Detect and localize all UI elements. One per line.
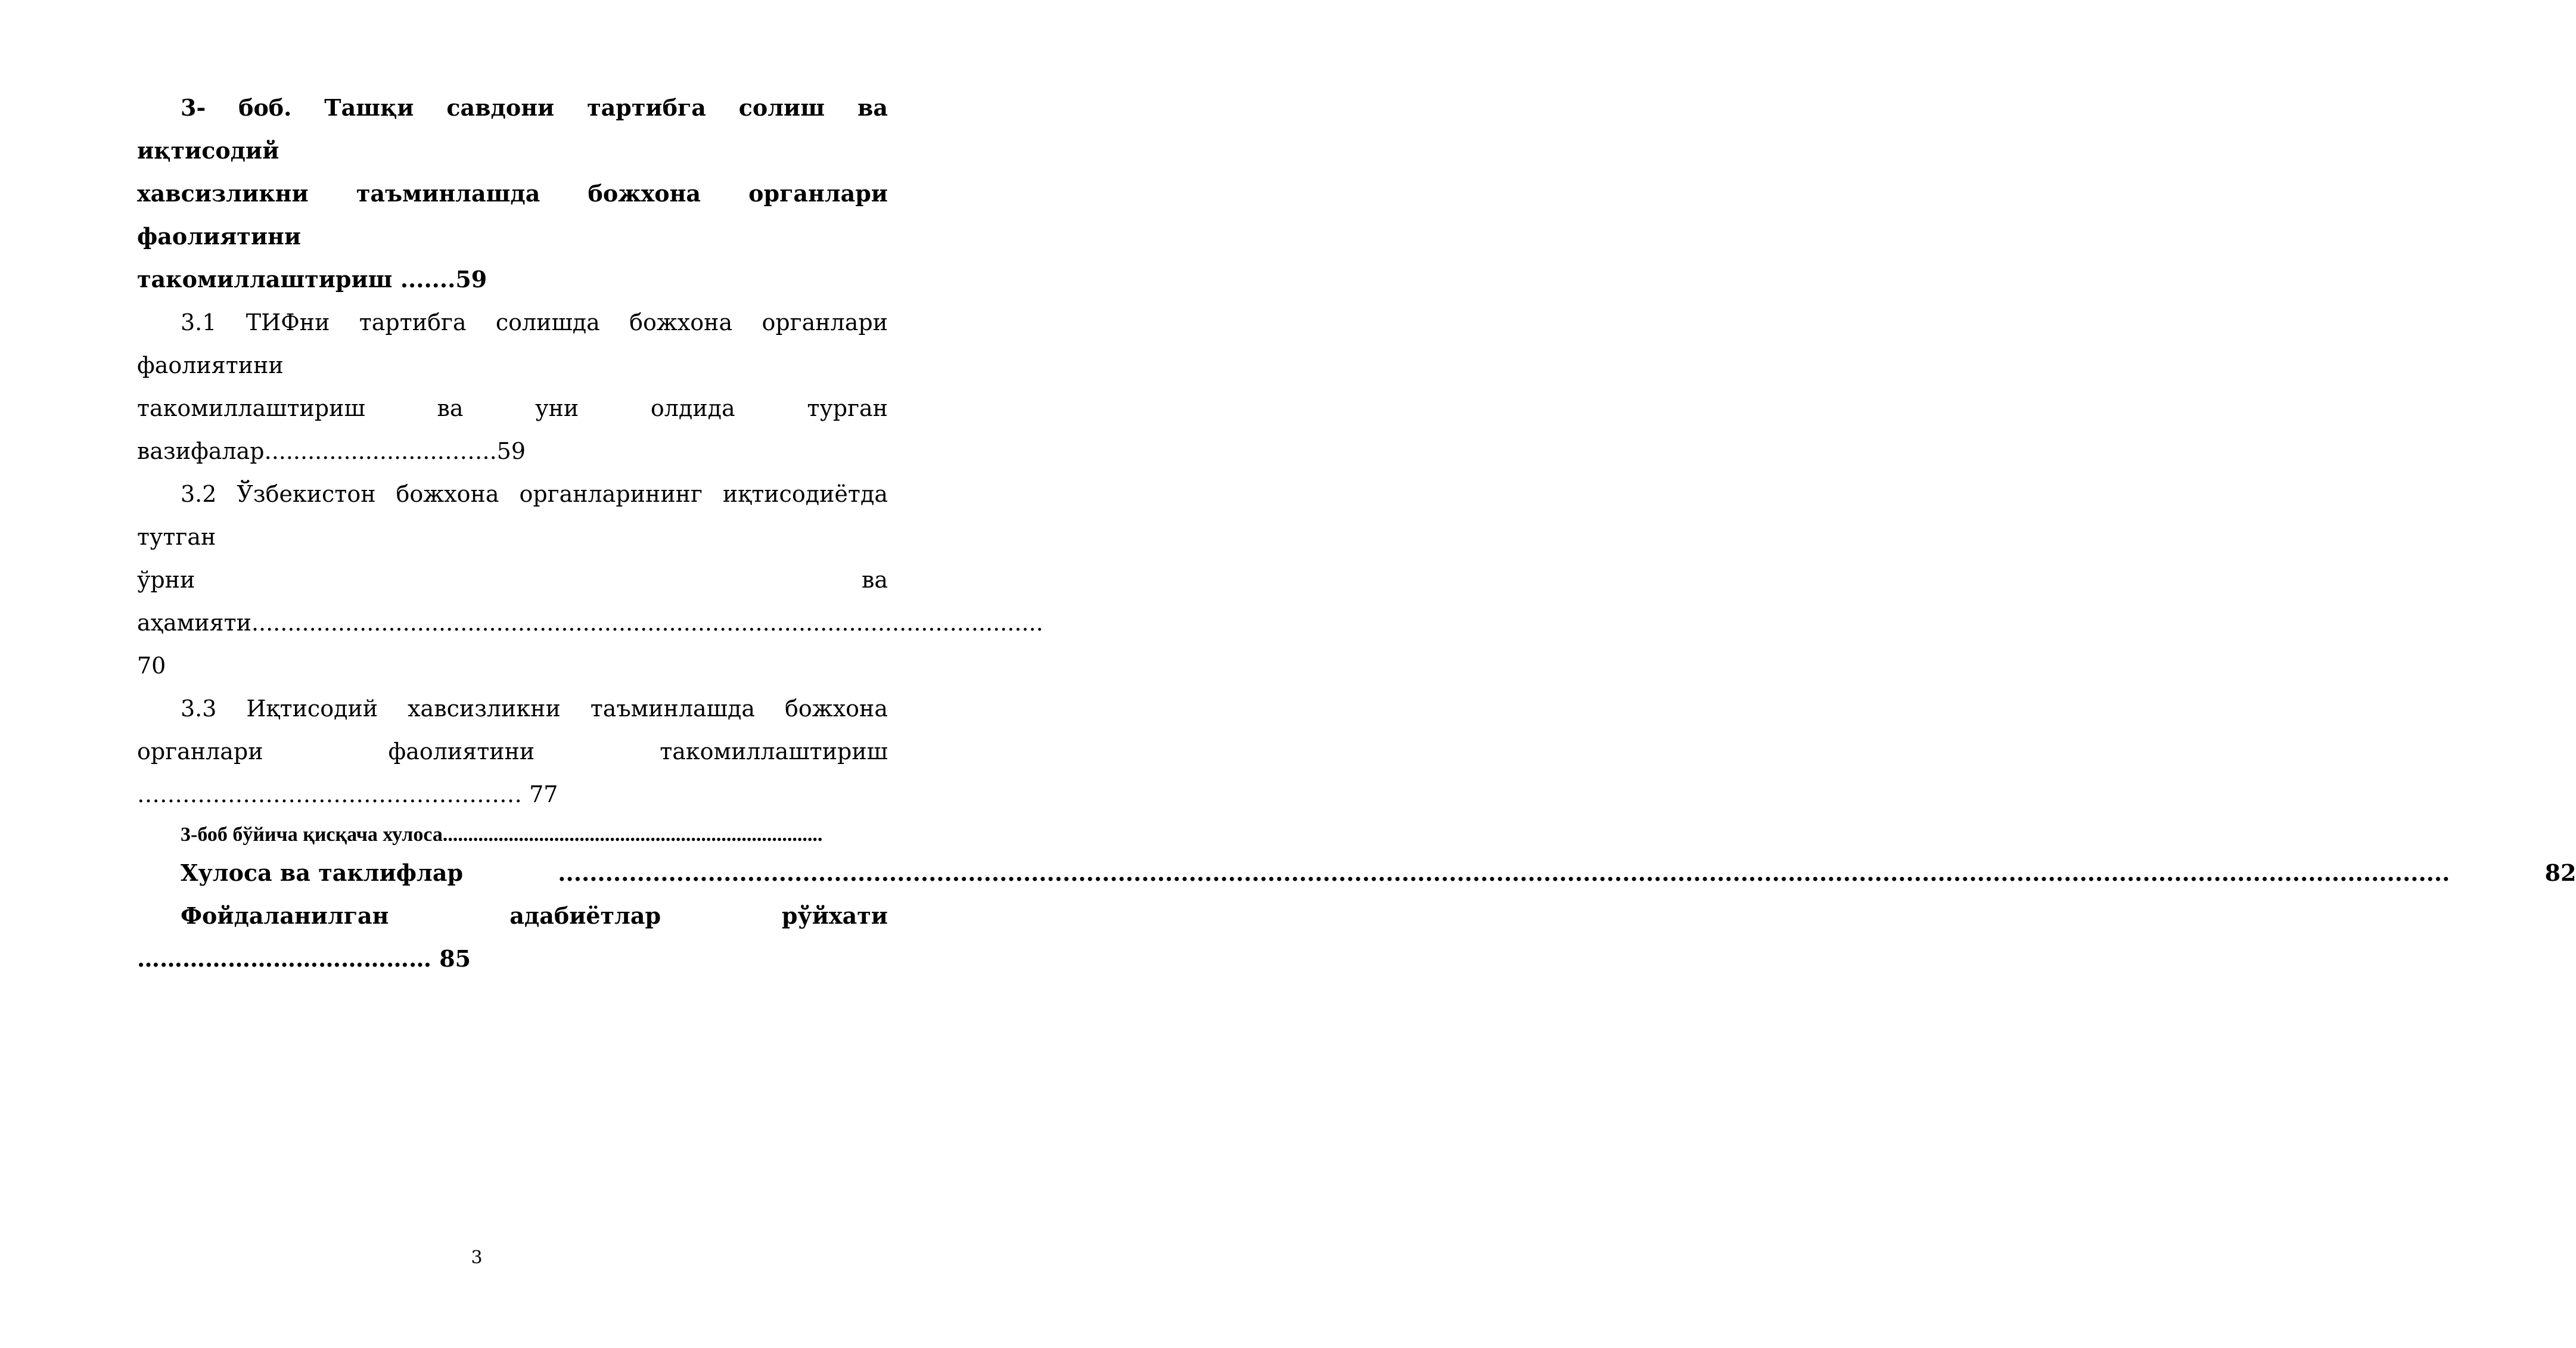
chapter-3-line-3: такомиллаштириш .......59	[137, 266, 487, 293]
toc-entry-section-3-3[interactable]	[137, 687, 888, 816]
section-3-1-line-1: 3.1 ТИФни тартибга солишда божхона органлари фаолиятини	[137, 309, 888, 378]
toc-entry-chapter-3-summary[interactable]: 3-боб бўйича қисқача хулоса...........................................................................	[181, 824, 823, 846]
section-3-3-line-2: органлари фаолиятини такомиллаштириш	[137, 738, 888, 765]
page-number: 3	[471, 1247, 483, 1268]
toc-entry-conclusions[interactable]	[137, 852, 2576, 894]
conclusions-page: 82	[2544, 859, 2576, 886]
chapter-3-line-1: 3- боб. Ташқи савдони тартибга солиш ва иқтисодий	[137, 94, 888, 164]
table-of-contents	[137, 86, 2576, 980]
section-3-1-line-2: такомиллаштириш ва уни олдида турган	[137, 395, 888, 421]
conclusions-row	[137, 852, 2576, 894]
toc-entry-section-3-2[interactable]	[137, 473, 1043, 687]
conclusions-leader	[514, 852, 2450, 894]
section-3-3-line-3: …………………………………………… 77	[137, 781, 558, 807]
section-3-2-line-2	[137, 558, 888, 601]
references-line-2: ………………………………… 85	[137, 945, 471, 972]
toc-entry-section-3-1[interactable]	[137, 301, 888, 473]
toc-entry-references[interactable]	[137, 894, 888, 980]
references-line-1: Фойдаланилган адабиётлар рўйхати	[181, 902, 888, 929]
section-3-2-page: 70	[137, 653, 166, 679]
section-3-2-line-1: 3.2 Ўзбекистон божхона органларининг иқтисодиётда тутган	[137, 481, 888, 550]
section-3-1-line-3: вазифалар........................……..59	[137, 438, 526, 464]
section-3-2-line-3: аҳамияти..............................................................................................................	[137, 610, 1043, 636]
section-3-3-line-1: 3.3 Иқтисодий хавсизликни таъминлашда божхона	[181, 695, 888, 722]
conclusions-label: Хулоса ва таклифлар	[181, 859, 464, 886]
chapter-3-line-2: хавсизликни таъминлашда божхона органлари фаолиятини	[137, 180, 888, 250]
section-3-2-word-2: ва	[861, 567, 888, 593]
section-3-2-word-1: ўрни	[137, 567, 195, 593]
toc-entry-chapter-3[interactable]	[137, 86, 888, 301]
